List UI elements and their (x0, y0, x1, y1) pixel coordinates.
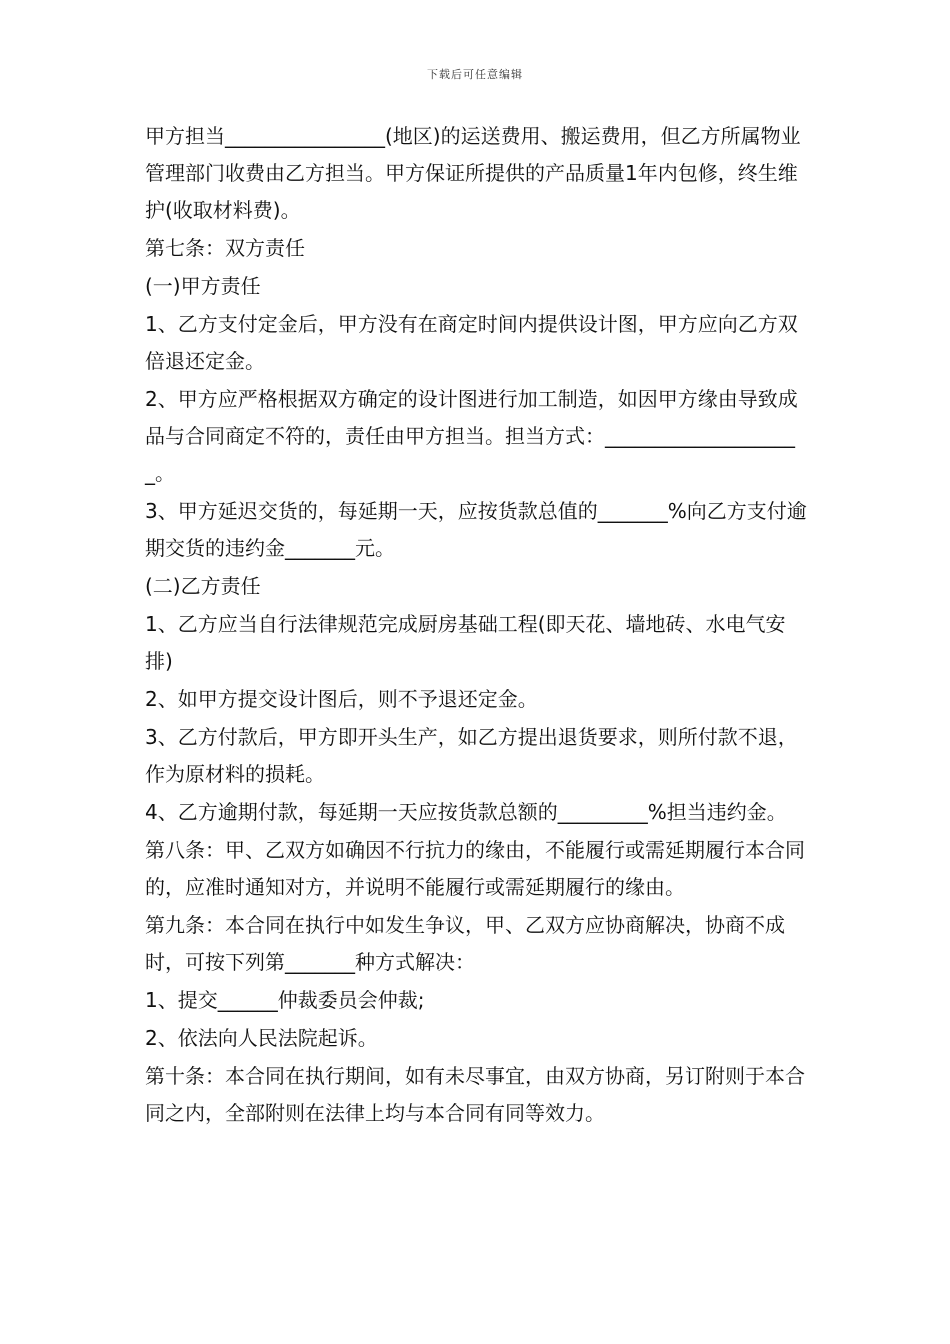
contract-body (145, 118, 809, 1132)
page-header: 下载后可任意编辑 (427, 68, 523, 81)
party-b-clause-1: 1、乙方应当自行法律规范完成厨房基础工程(即天花、墙地砖、水电气安排) (145, 612, 786, 673)
paragraph-delivery-costs: 甲方担当________________(地区)的运送费用、搬运费用，但乙方所属物业管理部门收费由乙方担当。甲方保证所提供的产品质量1年内包修，终生维护(收取材料费)。 (145, 124, 801, 222)
party-a-clause-2: 2、甲方应严格根据双方确定的设计图进行加工制造，如因甲方缘由导致成品与合同商定不符的，责任由甲方担当。担当方式：____________________。 (145, 387, 798, 485)
article-8: 第八条：甲、乙双方如确因不行抗力的缘由，不能履行或需延期履行本合同的，应准时通知对方，并说明不能履行或需延期履行的缘由。 (145, 838, 805, 899)
party-b-clause-4: 4、乙方逾期付款，每延期一天应按货款总额的_________%担当违约金。 (145, 800, 787, 824)
party-a-responsibility-heading: (一)甲方责任 (145, 274, 261, 298)
party-b-clause-2: 2、如甲方提交设计图后，则不予退还定金。 (145, 687, 538, 711)
party-a-clause-3: 3、甲方延迟交货的，每延期一天，应按货款总值的_______%向乙方支付逾期交货的违约金_______元。 (145, 499, 807, 560)
article-9-option-2: 2、依法向人民法院起诉。 (145, 1026, 378, 1050)
article-9: 第九条：本合同在执行中如发生争议，甲、乙双方应协商解决，协商不成时，可按下列第_______种方式解决： (145, 913, 785, 974)
party-b-responsibility-heading: (二)乙方责任 (145, 574, 261, 598)
article-9-option-1: 1、提交______仲裁委员会仲裁; (145, 988, 425, 1012)
party-b-clause-3: 3、乙方付款后，甲方即开头生产，如乙方提出退货要求，则所付款不退，作为原材料的损耗。 (145, 725, 798, 786)
article-10: 第十条：本合同在执行期间，如有未尽事宜，由双方协商，另订附则于本合同之内，全部附则在法律上均与本合同有同等效力。 (145, 1064, 805, 1125)
article-7-heading: 第七条：双方责任 (145, 236, 305, 260)
party-a-clause-1: 1、乙方支付定金后，甲方没有在商定时间内提供设计图，甲方应向乙方双倍退还定金。 (145, 312, 798, 373)
